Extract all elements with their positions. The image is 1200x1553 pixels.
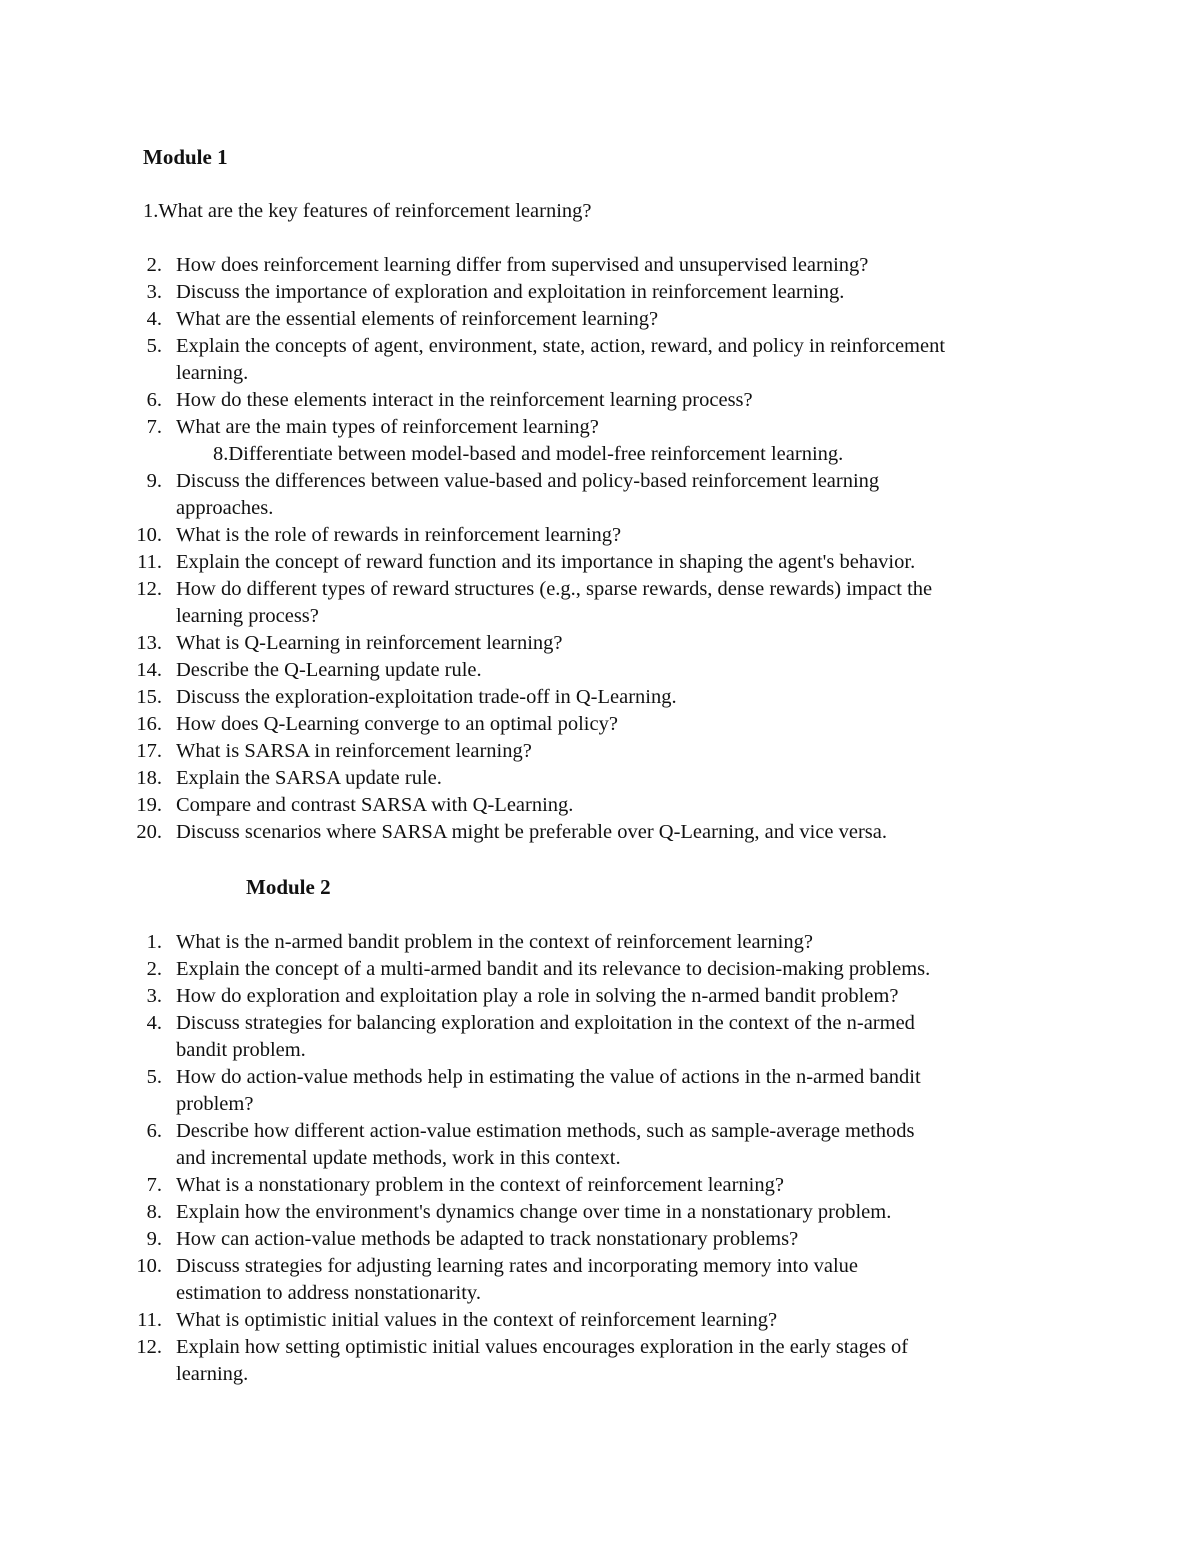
module-2-question-text: bandit problem. <box>176 1039 306 1061</box>
module-1-question-text: How does Q-Learning converge to an optimal policy? <box>176 713 618 735</box>
module-2-question-text: How do action-value methods help in estimating the value of actions in the n-armed bandit <box>176 1066 921 1088</box>
module-1-question-number: 18. <box>136 767 162 789</box>
module-1-question-number: 20. <box>136 821 162 843</box>
question-1: 1.What are the key features of reinforcement learning? <box>143 200 592 222</box>
module-2-question-text: estimation to address nonstationarity. <box>176 1282 481 1304</box>
module-1-question-text: What are the essential elements of reinforcement learning? <box>176 308 659 330</box>
module-2-question-text: Discuss strategies for balancing exploration and exploitation in the context of the n-armed <box>176 1012 915 1034</box>
module-1-question-number: 4. <box>146 308 162 330</box>
module-1-question-text: How do these elements interact in the reinforcement learning process? <box>176 389 753 411</box>
module-2-question-text: Describe how different action-value estimation methods, such as sample-average methods <box>176 1120 915 1142</box>
module-1-question-text: learning process? <box>176 605 319 627</box>
module-1-question-number: 10. <box>136 524 162 546</box>
module-1-question-text: How does reinforcement learning differ from supervised and unsupervised learning? <box>176 254 869 276</box>
module-1-question-text: approaches. <box>176 497 274 519</box>
module-1-question-text: Explain the concept of reward function and its importance in shaping the agent's behavior. <box>176 551 916 573</box>
module-1-question-text: What is the role of rewards in reinforcement learning? <box>176 524 622 546</box>
module-2-question-number: 12. <box>136 1336 162 1358</box>
module-2-question-number: 8. <box>146 1201 162 1223</box>
module-1-question-text: What is Q-Learning in reinforcement learning? <box>176 632 563 654</box>
module-1-question-text: Compare and contrast SARSA with Q-Learning. <box>176 794 574 816</box>
module-2-question-text: What is a nonstationary problem in the context of reinforcement learning? <box>176 1174 784 1196</box>
module-1-question-text: Discuss the exploration-exploitation trade-off in Q-Learning. <box>176 686 677 708</box>
module-1-question-text: Discuss scenarios where SARSA might be preferable over Q-Learning, and vice versa. <box>176 821 888 843</box>
module-2-question-number: 10. <box>136 1255 162 1277</box>
module-2-question-number: 2. <box>146 958 162 980</box>
module-2-question-number: 1. <box>146 931 162 953</box>
module-1-question-text: What are the main types of reinforcement learning? <box>176 416 599 438</box>
module-2-question-text: learning. <box>176 1363 249 1385</box>
module-2-question-number: 4. <box>146 1012 162 1034</box>
module-2-question-number: 3. <box>146 985 162 1007</box>
module-2-question-text: What is the n-armed bandit problem in the context of reinforcement learning? <box>176 931 813 953</box>
module-2-question-text: Explain how setting optimistic initial values encourages exploration in the early stages of <box>176 1336 909 1358</box>
module-2-question-number: 5. <box>146 1066 162 1088</box>
module-2-question-number: 9. <box>146 1228 162 1250</box>
module-1-question-number: 19. <box>136 794 162 816</box>
module-2-question-text: Explain the concept of a multi-armed bandit and its relevance to decision-making problems. <box>176 958 931 980</box>
module-2-question-text: How can action-value methods be adapted to track nonstationary problems? <box>176 1228 799 1250</box>
module-2-question-text: Discuss strategies for adjusting learning rates and incorporating memory into value <box>176 1255 859 1277</box>
module-2-question-number: 6. <box>146 1120 162 1142</box>
module-1-heading: Module 1 <box>143 145 228 169</box>
module-1-question-number: 14. <box>136 659 162 681</box>
module-1-question-number: 9. <box>146 470 162 492</box>
module-2-question-number: 7. <box>146 1174 162 1196</box>
module-1-question-number: 17. <box>136 740 162 762</box>
module-2-question-text: How do exploration and exploitation play a role in solving the n-armed bandit problem? <box>176 985 899 1007</box>
module-1-question-number: 15. <box>136 686 162 708</box>
module-1-question-number: 5. <box>146 335 162 357</box>
module-1-question-number: 7. <box>146 416 162 438</box>
module-1-question-number: 2. <box>146 254 162 276</box>
module-2-question-number: 11. <box>137 1309 162 1331</box>
module-1-question-number: 12. <box>136 578 162 600</box>
module-2-question-text: What is optimistic initial values in the context of reinforcement learning? <box>176 1309 778 1331</box>
module-1-question-number: 11. <box>137 551 162 573</box>
module-1-question-text: Discuss the differences between value-based and policy-based reinforcement learning <box>176 470 880 492</box>
module-1-question-number: 3. <box>146 281 162 303</box>
module-1-question-text: How do different types of reward structures (e.g., sparse rewards, dense rewards) impact the <box>176 578 933 600</box>
module-1-question-number: 16. <box>136 713 162 735</box>
module-1-question-text: Discuss the importance of exploration and exploitation in reinforcement learning. <box>176 281 845 303</box>
module-2-question-text: and incremental update methods, work in this context. <box>176 1147 621 1169</box>
module-1-question-text: Explain the SARSA update rule. <box>176 767 442 789</box>
module-1-question-text: Explain the concepts of agent, environment, state, action, reward, and policy in reinforcement <box>176 335 946 357</box>
module-1-question-text: What is SARSA in reinforcement learning? <box>176 740 532 762</box>
module-1-question-number: 13. <box>136 632 162 654</box>
module-2-question-text: Explain how the environment's dynamics change over time in a nonstationary problem. <box>176 1201 892 1223</box>
question-8: 8.Differentiate between model-based and model-free reinforcement learning. <box>213 443 844 465</box>
module-2-question-text: problem? <box>176 1093 254 1115</box>
module-1-question-number: 6. <box>146 389 162 411</box>
module-2-heading: Module 2 <box>246 875 331 899</box>
module-1-question-text: learning. <box>176 362 249 384</box>
module-1-question-text: Describe the Q-Learning update rule. <box>176 659 482 681</box>
